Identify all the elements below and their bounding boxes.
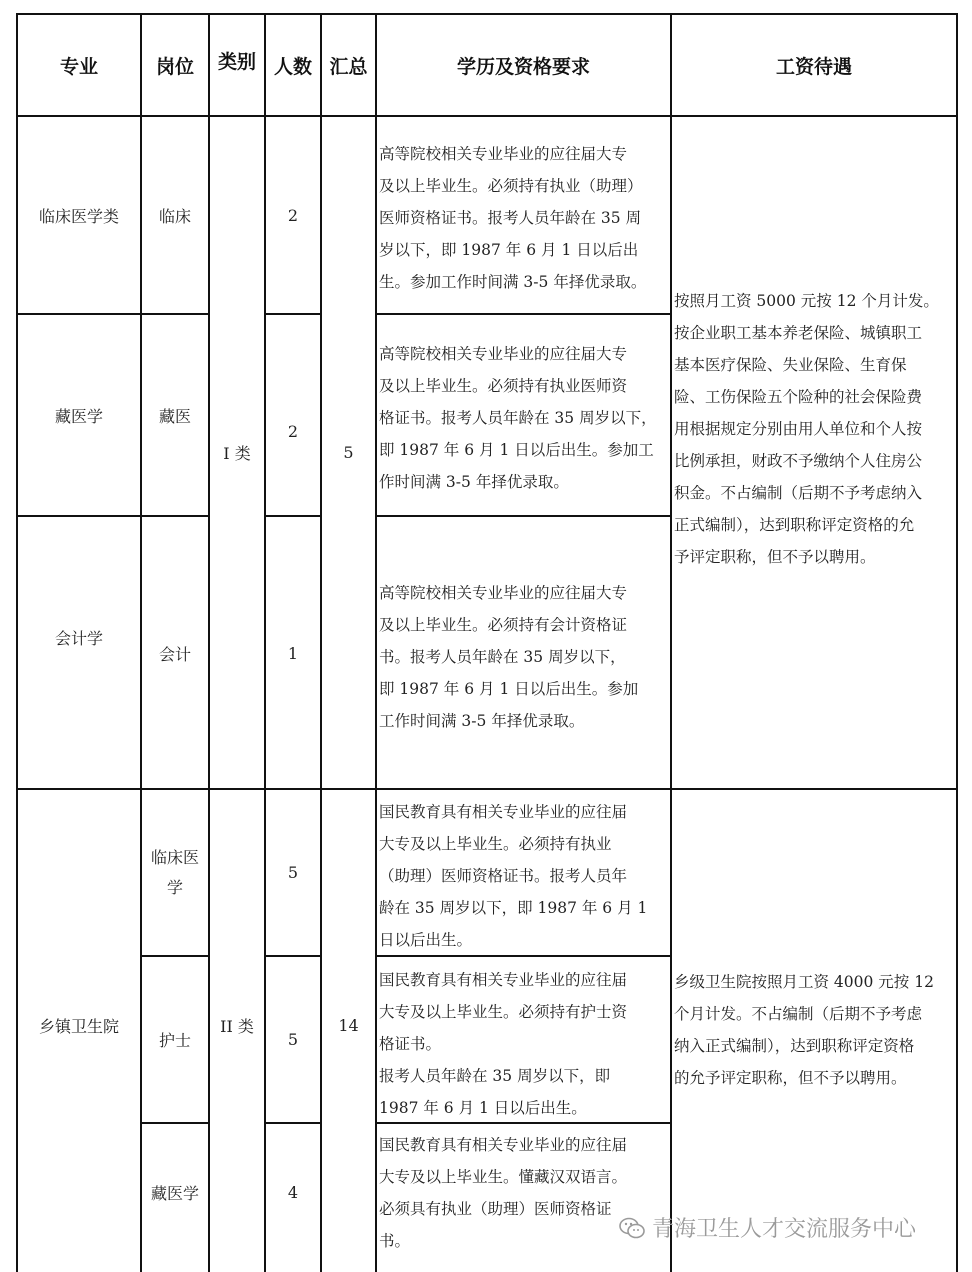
wechat-icon — [618, 1216, 646, 1240]
count-cell: 5 — [287, 863, 299, 882]
grid-line — [375, 515, 672, 517]
major-cell: 乡镇卫生院 — [38, 1016, 119, 1036]
category-cell: II 类 — [220, 1016, 254, 1036]
position-cell: 临床医 学 — [150, 847, 199, 897]
requirements-cell: 国民教育具有相关专业毕业的应往届 大专及以上毕业生。懂藏汉双语言。 必须具有执业（助理）医师资格证 书。 — [379, 1136, 628, 1250]
position-cell: 护士 — [158, 1031, 191, 1050]
position-cell: 藏医学 — [150, 1183, 199, 1203]
requirements-cell: 高等院校相关专业毕业的应往届大专 及以上毕业生。必须持有会计资格证 书。报考人员年龄在 35 周岁以下， 即 1987 年 6 月 1 日以后出生。参加 工作时间满 3-5 年择优录取。 — [379, 584, 639, 730]
watermark-text: 青海卫生人才交流服务中心 — [652, 1217, 917, 1242]
count-cell: 5 — [287, 1030, 299, 1049]
count-cell: 1 — [287, 644, 299, 663]
grid-line — [375, 313, 672, 315]
total-cell: 14 — [338, 1015, 359, 1035]
requirements-cell: 国民教育具有相关专业毕业的应往届 大专及以上毕业生。必须持有执业 （助理）医师资格证书。报考人员年 龄在 35 周岁以下，即 1987 年 6 月 1 日以后出生。 — [379, 803, 648, 949]
header-total: 汇总 — [329, 55, 368, 78]
header-major: 专业 — [59, 55, 98, 78]
header-salary: 工资待遇 — [775, 55, 852, 78]
total-cell: 5 — [343, 443, 354, 462]
grid-line — [375, 13, 377, 1272]
major-cell: 临床医学类 — [38, 206, 119, 226]
major-cell: 藏医学 — [54, 406, 103, 426]
header-count: 人数 — [273, 55, 312, 78]
position-cell: 临床 — [158, 206, 191, 226]
salary-cell: 按照月工资 5000 元按 12 个月计发。 按企业职工基本养老保险、城镇职工 基本医疗保险、失业保险、生育保 险、工伤保险五个险种的社会保险费 用根据规定分别由用人单位和个人按 比例承担，财政不予缴纳个人住房公 积金。不占编制（后期不予考虑纳入 正式编制），达到职称评定资格的允 予评定职称，但不予以聘用。 — [674, 292, 939, 566]
header-position: 岗位 — [155, 55, 194, 78]
watermark — [618, 1212, 916, 1243]
salary-cell: 乡级卫生院按照月工资 4000 元按 12 个月计发。不占编制（后期不予考虑 纳入正式编制），达到职称评定资格 的允予评定职称，但不予以聘用。 — [674, 973, 934, 1087]
category-cell: I 类 — [223, 444, 251, 463]
header-requirements: 学历及资格要求 — [456, 55, 590, 78]
count-cell: 2 — [287, 421, 299, 441]
count-cell: 2 — [287, 205, 299, 225]
requirements-cell: 国民教育具有相关专业毕业的应往届 大专及以上毕业生。必须持有护士资 格证书。 报考人员年龄在 35 周岁以下，即 1987 年 6 月 1 日以后出生。 — [379, 971, 628, 1117]
requirements-cell: 高等院校相关专业毕业的应往届大专 及以上毕业生。必须持有执业医师资 格证书。报考人员年龄在 35 周岁以下， 即 1987 年 6 月 1 日以后出生。参加工 作时间满 3-5 年择优录取。 — [379, 345, 657, 491]
position-cell: 藏医 — [158, 406, 191, 426]
requirements-cell: 高等院校相关专业毕业的应往届大专 及以上毕业生。必须持有执业（助理） 医师资格证书。报考人员年龄在 35 周 岁以下，即 1987 年 6 月 1 日以后出 生。参加工作时间满 3-5 年择优录取。 — [379, 145, 647, 291]
major-cell: 会计学 — [54, 628, 103, 648]
position-cell: 会计 — [158, 645, 191, 664]
count-cell: 4 — [287, 1182, 299, 1202]
header-category: 类别 — [217, 50, 256, 73]
